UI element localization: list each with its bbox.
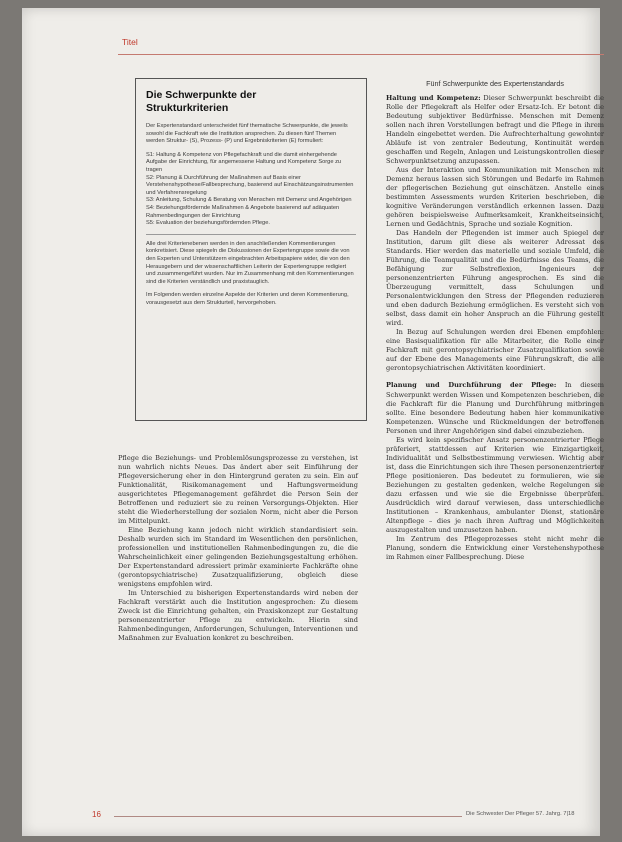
box-divider bbox=[146, 234, 356, 235]
criteria-item: S5: Evaluation der beziehungsfördernden Pflege. bbox=[146, 220, 270, 227]
info-box bbox=[135, 78, 367, 421]
left-column bbox=[118, 454, 358, 643]
body-paragraph: Haltung und Kompetenz: Dieser Schwerpunkt beschreibt die Rolle der Pflegekraft als Helfer oder Ersatz-Ich. Er betont die Bedeutung subjektiver Bedürfnisse. Menschen mit Demenz sollen nach ihren Vorstellungen befragt und die Pflege in ihrem Handeln eingebettet werden. Die Aufrechterhaltung gewohnter Abläufe ist von zentraler Bedeutung, Kontinuität werden geschaffen und Regeln, Anlagen und Leistungskontrollen dieser Schwerpunktsetzung anzupassen. bbox=[386, 94, 604, 166]
document-page bbox=[22, 8, 604, 836]
info-box-title: Die Schwerpunkte der Strukturkriterien bbox=[146, 89, 257, 114]
page-number: 16 bbox=[92, 810, 101, 819]
body-paragraph: Aus der Interaktion und Kommunikation mit Menschen mit Demenz heraus lassen sich Störungen und Bedarfe im Rahmen der pflegerischen Beziehung gut einschätzen. Anstelle eines bestimmten Assessments wurden Kriterien beschrieben, die kognitive Veränderungen verständlich erkennen lassen. Dazu gehören beispielsweise Aufmerksamkeit, Krankheitseinsicht, Lernen und Gedächtnis, Sprache und soziale Kognition. bbox=[386, 166, 604, 229]
right-column-heading: Fünf Schwerpunkte des Expertenstandards bbox=[426, 79, 564, 88]
info-box-intro: Der Expertenstandard unterscheidet fünf thematische Schwerpunkte, die jeweils sowohl die Fachkraft wie die Institution ansprechen. Zu diesen fünf Themen werden Struktur- (S), Prozess- (P) und Ergebniskriterien (E) formuliert: bbox=[146, 123, 348, 145]
right-column bbox=[386, 94, 604, 562]
criteria-list bbox=[146, 152, 356, 228]
criteria-item: S1: Haltung & Kompetenz von Pflegefachkraft und die damit einhergehende Aufgabe der Einrichtung, für angemessene Haltung und Kompetenz Sorge zu tragen bbox=[146, 151, 342, 173]
criteria-item: S3: Anleitung, Schulung & Beratung von Menschen mit Demenz und Angehörigen bbox=[146, 197, 352, 204]
header-rule bbox=[118, 54, 604, 55]
journal-citation: Die Schwester Der Pfleger 57. Jahrg. 7|18 bbox=[466, 811, 575, 817]
body-paragraph: In Bezug auf Schulungen werden drei Ebenen empfohlen: eine Basisqualifikation für alle Mitarbeiter, die Rolle einer Fachkraft mit gerontopsychiatrischer Zusatzqualifikation sowie auf der Ebene des Managements eine Führungskraft, die alle gerontopsychiatrischen Aktivitäten koordiniert. bbox=[386, 328, 604, 373]
body-paragraph: Planung und Durchführung der Pflege: In diesem Schwerpunkt werden Wissen und Kompetenzen beschrieben, die die Fachkraft für die Planung und Durchführung mitbringen sollte. Eine besondere Bedeutung haben hier kommunikative Kompetenzen. Wünsche und Rückmeldungen der betroffenen Personen und ihrer Angehörigen sind dabei einzubeziehen. bbox=[386, 381, 604, 435]
criteria-item: S2: Planung & Durchführung der Maßnahmen auf Basis einer Verstehenshypothese/Fallbesprechung, basierend auf Einschätzungsinstrumenten und Verfahrensregelung bbox=[146, 174, 354, 196]
info-box-paragraph: Im Folgenden werden einzelne Aspekte der Kriterien und deren Kommentierung, vorausgesetzt aus dem Strukturteil, hervorgehoben. bbox=[146, 292, 349, 306]
info-box-paragraph: Alle drei Kriterienebenen werden in den anschließenden Kommentierungen konkretisiert. Diese spiegeln die Diskussionen der Expertengruppe sowie die von den Experten und Unterstützern eingebrachten Arbeitspapiere wider, die von den Herausgebern und der wissenschaftlichen Leiterin der Expertengruppe redigiert und zusammengeführt wurden. Nur im Zusammenhang mit den Kommentierungen sind die Kriterien verständlich und praxistauglich. bbox=[146, 240, 354, 285]
body-paragraph: Das Handeln der Pflegenden ist immer auch Spiegel der Institution, darum gilt diese als weiterer Adressat des Standards. Hier werden das materielle und soziale Umfeld, die Führung, die Teamqualität und die Bedürfnisse des Teams, die Befähigung zur Selbstreflexion, Ingenieurs der personenzentrierten Führung angesprochen. Es sind die Überzeugung vermittelt, dass Schulungen und Personalentwicklungen den Stress der Pflegenden reduzieren und eben dadurch Beziehung ermöglichen. Es versteht sich von selbst, dass damit ein hoher Anspruch an die Führung gestellt wird. bbox=[386, 229, 604, 328]
body-paragraph: Im Unterschied zu bisherigen Expertenstandards wird neben der Fachkraft verstärkt auch die Institution angesprochen: Zu diesem Zweck ist die Einrichtung gehalten, ein Praxiskonzept zur Gestaltung personenzentrierter Pflege zu entwickeln. Hierin sind Rahmenbedingungen, Anforderungen, Schulungen, Interventionen und Maßnahmen zur Evaluation konkret zu beschreiben. bbox=[118, 589, 358, 643]
criteria-item: S4: Beziehungsfördernde Maßnahmen & Angebote basierend auf adäquaten Rahmenbedingungen der Einrichtung bbox=[146, 204, 340, 219]
footer-rule bbox=[114, 816, 462, 817]
body-paragraph: Es wird kein spezifischer Ansatz personenzentrierter Pflege präferiert, stattdessen auf Kriterien wie Einzigartigkeit, Individualität und Selbstbestimmung verwiesen. Wichtig aber ist, dass die Einrichtungen sich ihre Thesen personenzentrierter Pflege positionieren. Das bedeutet zu formulieren, wie sie Beziehungen zu gestalten gedenken, welche Regelungen sie dazu erfassen und wie sie die Ergebnisse überprüfen. Ausdrücklich wird darauf verwiesen, dass unterschiedliche Institutionen – Krankenhaus, ambulanter Dienst, stationäre Altenpflege – dies je nach ihren Auftrag und Möglichkeiten auszugestalten und umzusetzen haben. bbox=[386, 435, 604, 534]
body-paragraph: Eine Beziehung kann jedoch nicht wirklich standardisiert sein. Deshalb wurden sich im Standard im Wesentlichen den persönlichen, professionellen und institutionellen Rahmenbedingungen zu, die die Wahrscheinlichkeit einer gelingenden Beziehungsgestaltung erhöhen. Der Expertenstandard adressiert primär examinierte Fachkräfte ohne (gerontopsychiatrische) Zusatzqualifizierung, obgleich diese wenigstens empfohlen wird. bbox=[118, 526, 358, 589]
section-rubric: Titel bbox=[122, 37, 138, 47]
body-paragraph: Pflege die Beziehungs- und Problemlösungsprozesse zu verstehen, ist nun wahrlich nichts Neues. Das ändert aber seit Einführung der Pflegeversicherung eher in den Hintergrund geraten zu sein. Ein auf Funktionalität, Risikomanagement und Haftungsvermeidung ausgerichtetes Pflegemanagement gefährdet die Person Sein der Betroffenen und reduziert sie zu reinen Versorgungs-Objekten. Hier steht die Wiederherstellung der sozialen Norm, nicht aber die Person im Mittelpunkt. bbox=[118, 454, 358, 526]
body-paragraph: Im Zentrum des Pflegeprozesses steht nicht mehr die Planung, sondern die Entwicklung einer Verstehenshypothese im Rahmen einer Fallbesprechung. Diese bbox=[386, 534, 604, 561]
